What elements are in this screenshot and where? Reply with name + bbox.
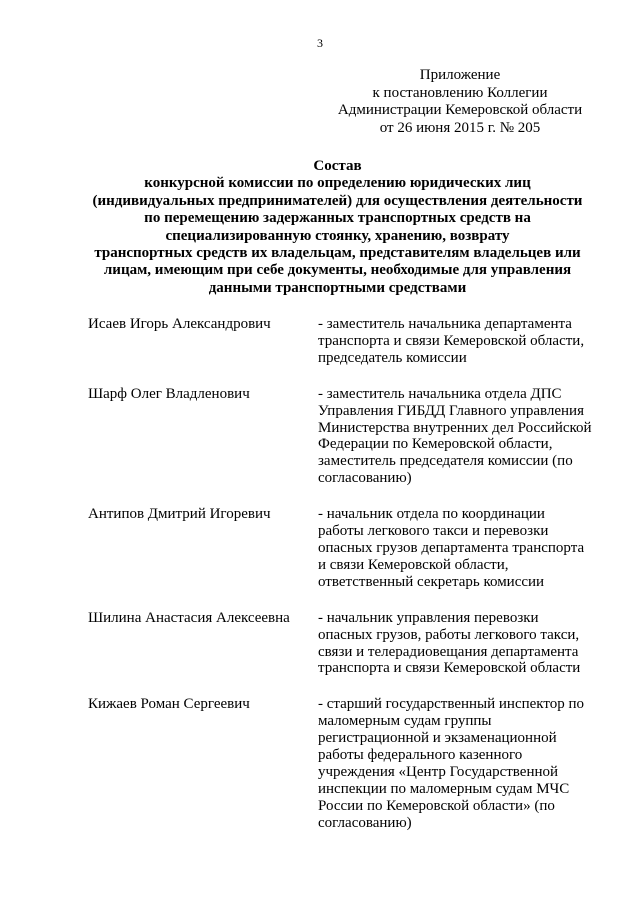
- member-role-line: транспорта и связи Кемеровской области,: [318, 332, 585, 349]
- member-role-line: - заместитель начальника отдела ДПС: [318, 385, 562, 402]
- member-role-line: инспекции по маломерным судам МЧС: [318, 780, 570, 797]
- member-name: Шилина Анастасия Алексеевна: [88, 609, 290, 626]
- member-role-line: Федерации по Кемеровской области,: [318, 436, 553, 453]
- appendix-block: [300, 67, 620, 137]
- member-role-line: - старший государственный инспектор по: [318, 696, 585, 713]
- heading-line: конкурсной комиссии по определению юридических лиц: [144, 175, 531, 192]
- member-role-line: - начальник отдела по координации: [318, 506, 545, 523]
- member-role: [318, 696, 608, 831]
- heading-title: Состав: [313, 158, 362, 174]
- appendix-line: к постановлению Коллегии: [372, 84, 548, 101]
- member-entry: [88, 506, 613, 591]
- member-role-line: опасных грузов, работы легкового такси,: [318, 626, 580, 643]
- member-entry: [88, 696, 613, 831]
- document-heading: [70, 158, 605, 297]
- member-role-line: согласованию): [318, 814, 412, 831]
- member-role-line: России по Кемеровской области» (по: [318, 797, 555, 814]
- member-role: [318, 316, 608, 367]
- member-role-line: работы федерального казенного: [318, 747, 523, 764]
- member-role-line: опасных грузов департамента транспорта: [318, 539, 585, 556]
- member-role-line: заместитель председателя комиссии (по: [318, 453, 573, 470]
- member-role-line: и связи Кемеровской области,: [318, 556, 509, 573]
- member-name: Шарф Олег Владленович: [88, 385, 250, 402]
- appendix-line: от 26 июня 2015 г. № 205: [379, 119, 541, 136]
- page-number: 3: [317, 36, 323, 50]
- heading-line: транспортных средств их владельцам, представителям владельцев или: [94, 245, 581, 262]
- member-role: [318, 506, 608, 591]
- member-role-line: регистрационной и экзаменационной: [318, 730, 557, 747]
- member-role-line: Управления ГИБДД Главного управления: [318, 402, 584, 419]
- member-role-line: - заместитель начальника департамента: [318, 316, 572, 332]
- member-role-line: ответственный секретарь комиссии: [318, 573, 545, 590]
- member-role-line: согласованию): [318, 470, 412, 487]
- heading-line: по перемещению задержанных транспортных средств на: [144, 210, 531, 227]
- member-role-line: транспорта и связи Кемеровской области: [318, 660, 581, 677]
- member-name: Антипов Дмитрий Игоревич: [88, 506, 271, 523]
- member-name: Исаев Игорь Александрович: [88, 316, 271, 332]
- member-role-line: работы легкового такси и перевозки: [318, 523, 549, 540]
- member-role: [318, 610, 608, 678]
- member-entry: [88, 610, 613, 678]
- member-name: Кижаев Роман Сергеевич: [88, 696, 250, 713]
- heading-line: лицам, имеющим при себе документы, необходимые для управления: [103, 262, 572, 279]
- member-role-line: учреждения «Центр Государственной: [318, 763, 559, 780]
- members-list: [88, 316, 613, 851]
- heading-line: (индивидуальных предпринимателей) для осуществления деятельности: [92, 192, 583, 209]
- appendix-line: Администрации Кемеровской области: [337, 102, 583, 118]
- member-entry: [88, 386, 613, 487]
- member-role-line: маломерным судам группы: [318, 713, 492, 730]
- appendix-line: Приложение: [419, 67, 501, 83]
- member-role-line: - начальник управления перевозки: [318, 609, 539, 626]
- member-role-line: Министерства внутренних дел Российской: [318, 419, 592, 436]
- member-role-line: связи и телерадиовещания департамента: [318, 643, 579, 660]
- heading-line: специализированную стоянку, хранению, возврату: [165, 227, 510, 244]
- member-role: [318, 386, 608, 487]
- member-entry: [88, 316, 613, 367]
- member-role-line: председатель комиссии: [318, 349, 467, 366]
- heading-line: данными транспортными средствами: [208, 279, 467, 296]
